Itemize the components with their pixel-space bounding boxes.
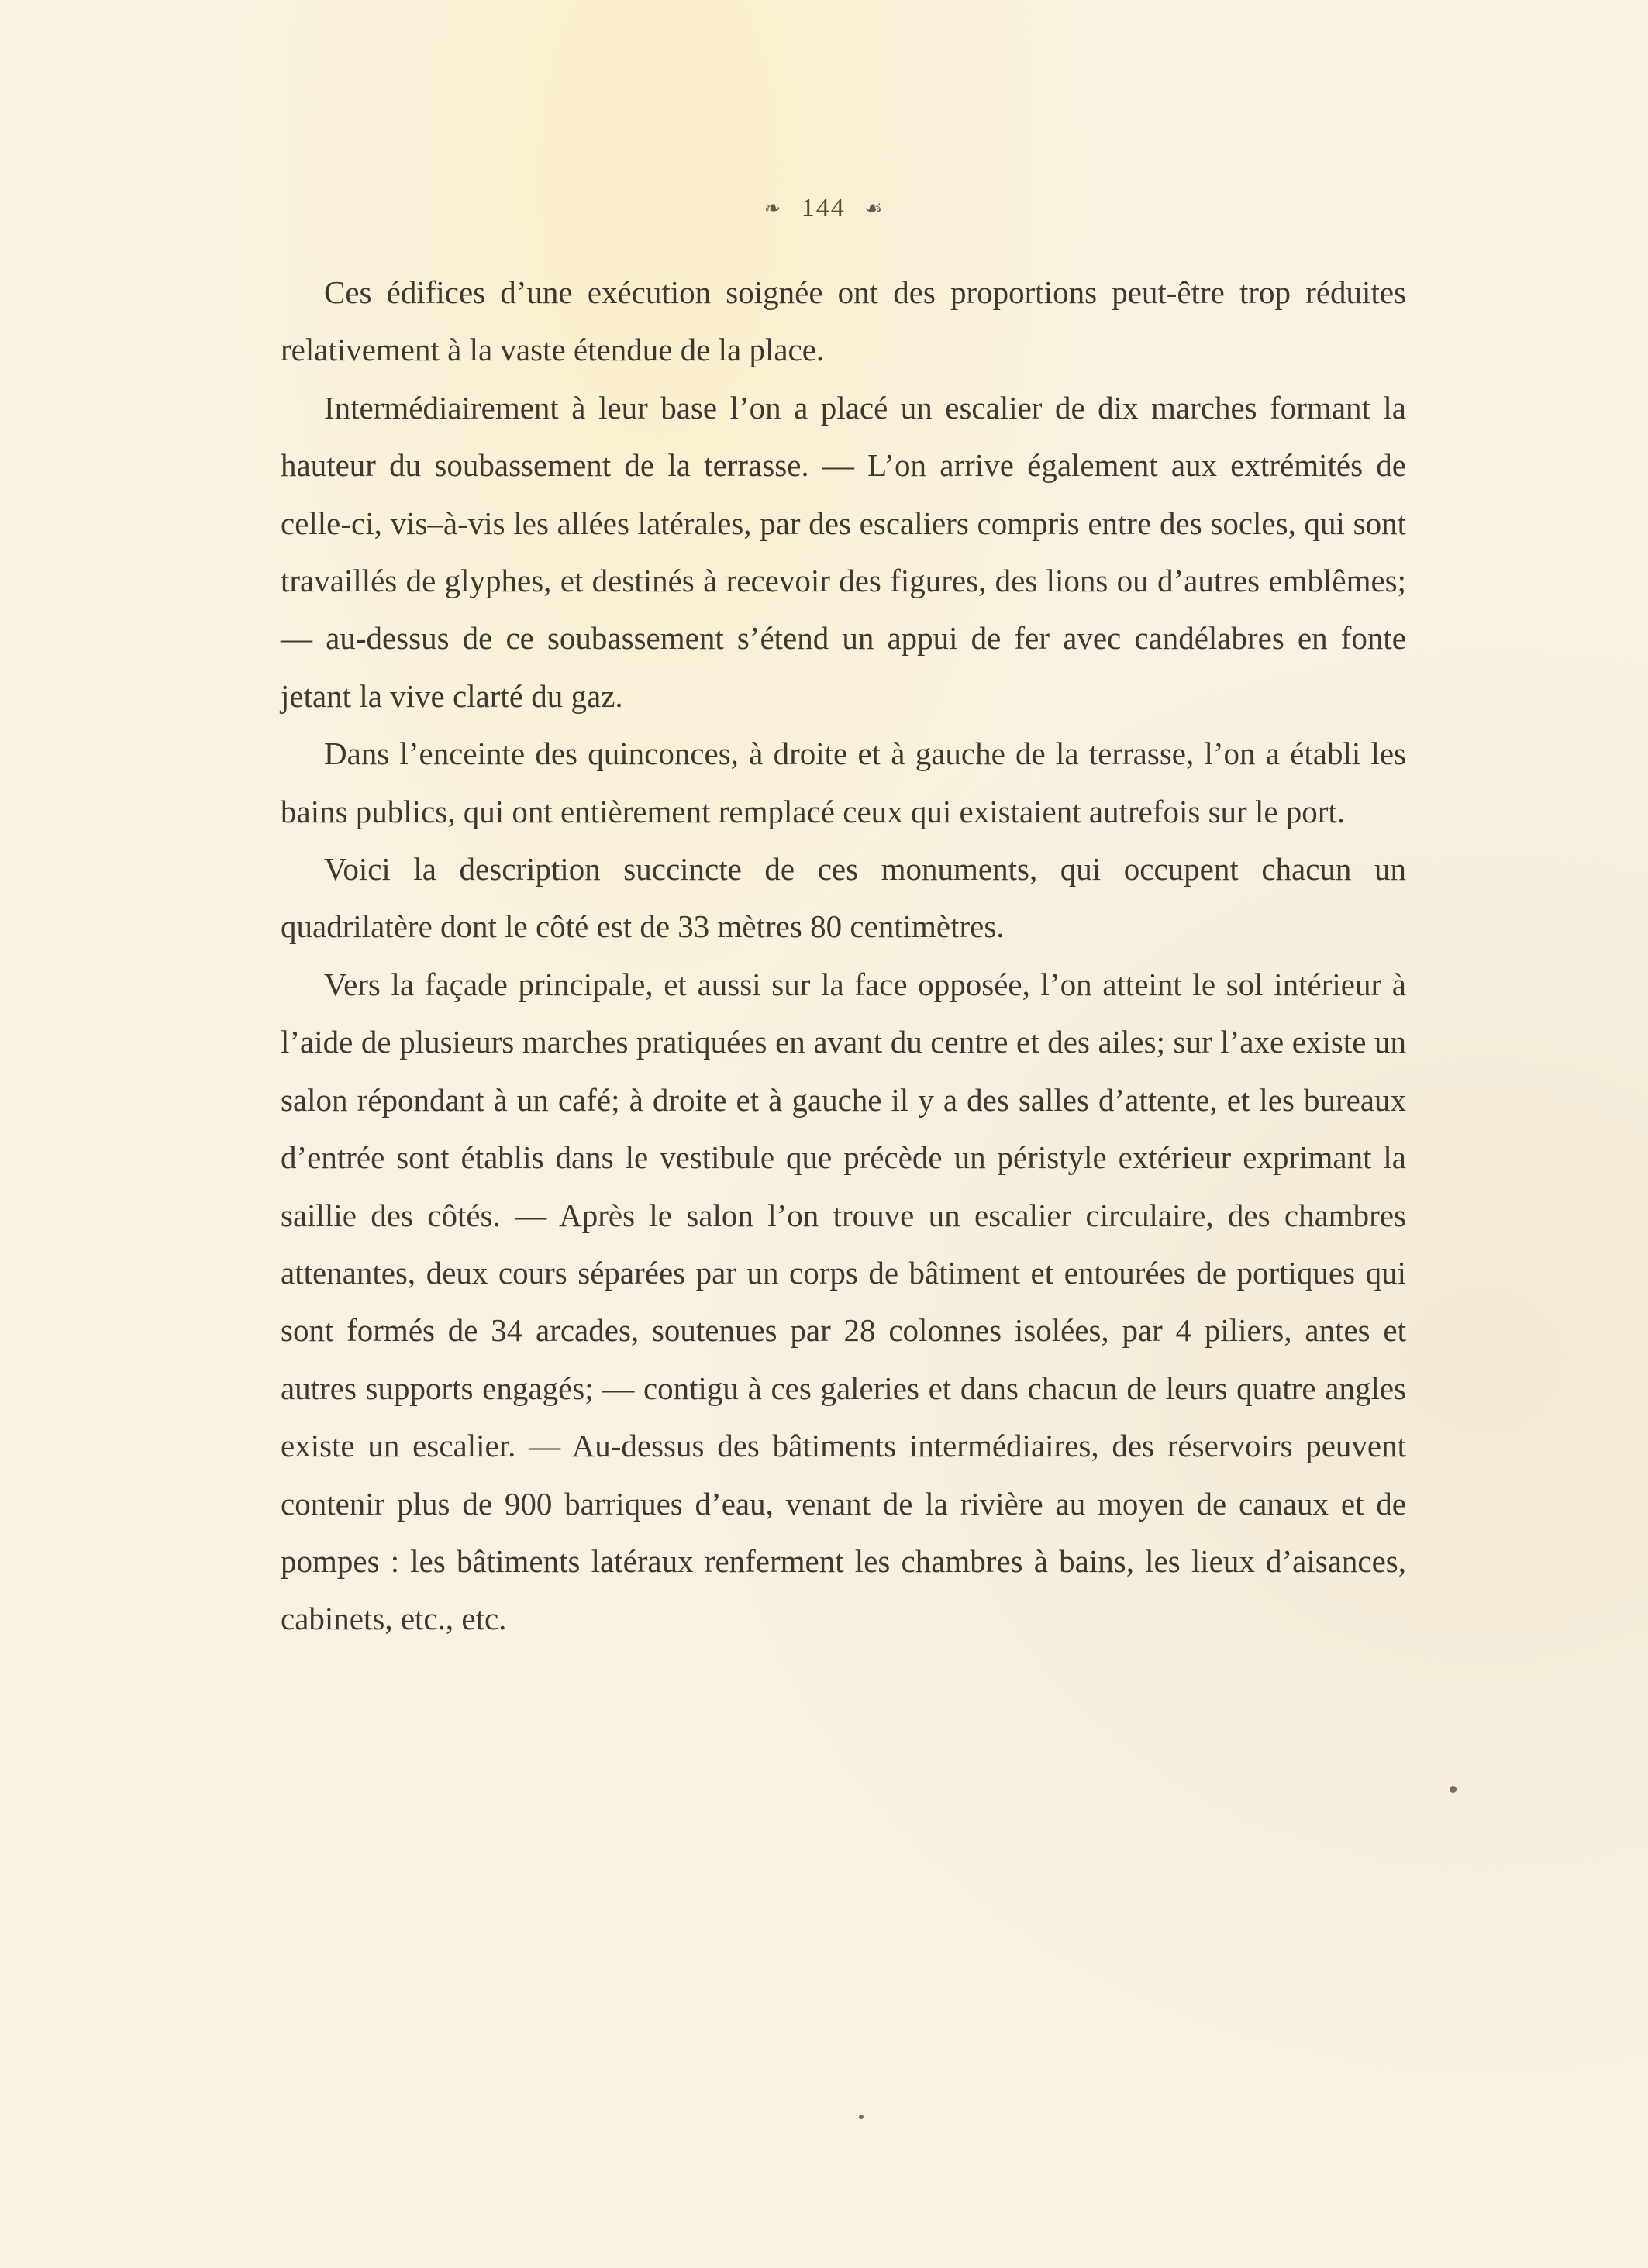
ornament-left-icon: ❧ — [764, 197, 783, 220]
body-text — [281, 264, 1406, 1648]
paragraph-1: Ces édifices d’une exécution soignée ont des proportions peut-être trop réduites relativement à la vaste étendue de la place. — [281, 274, 1406, 368]
page-number: 144 — [801, 194, 846, 223]
paragraph-4: Voici la description succincte de ces monuments, qui occupent chacun un quadrilatère dont le côté est de 33 mètres 80 centimètres. — [281, 851, 1406, 945]
ornament-right-icon: ☙ — [864, 197, 884, 220]
paper-speck — [859, 2115, 864, 2119]
paragraph-5: Vers la façade principale, et aussi sur la face opposée, l’on atteint le sol intérieur à l’aide de plusieurs marches pratiquées en avant du centre et des ailes; sur l’axe existe un salon répondant à un café; à droite et à gauche il y a des salles d’attente, et les bureaux d’entrée sont établis dans le vestibule que précède un péristyle extérieur exprimant la saillie des côtés. — Après le salon l’on trouve un escalier circulaire, des chambres attenantes, deux cours séparées par un corps de bâtiment et entourées de portiques qui sont formés de 34 arcades, soutenues par 28 colonnes isolées, par 4 piliers, antes et autres supports engagés; — contigu à ces galeries et dans chacun de leurs quatre angles existe un escalier. — Au-dessus des bâtiments intermédiaires, des réservoirs peuvent contenir plus de 900 barriques d’eau, venant de la rivière au moyen de canaux et de pompes : les bâtiments latéraux renferment les chambres à bains, les lieux d’aisances, cabinets, etc., etc. — [281, 966, 1406, 1637]
paragraph-2: Intermédiairement à leur base l’on a placé un escalier de dix marches formant la hauteur du soubassement de la terrasse. — L’on arrive également aux extrémités de celle-ci, vis–à-vis les allées latérales, par des escaliers compris entre des socles, qui sont travaillés de glyphes, et destinés à recevoir des figures, des lions ou d’autres emblêmes; — au-dessus de ce soubassement s’étend un appui de fer avec candélabres en fonte jetant la vive clarté du gaz. — [281, 389, 1406, 714]
paragraph-3: Dans l’enceinte des quinconces, à droite et à gauche de la terrasse, l’on a établi les bains publics, qui ont entièrement remplacé ceux qui existaient autrefois sur le port. — [281, 736, 1406, 829]
paper-speck — [1450, 1786, 1457, 1793]
page-header — [0, 192, 1648, 223]
